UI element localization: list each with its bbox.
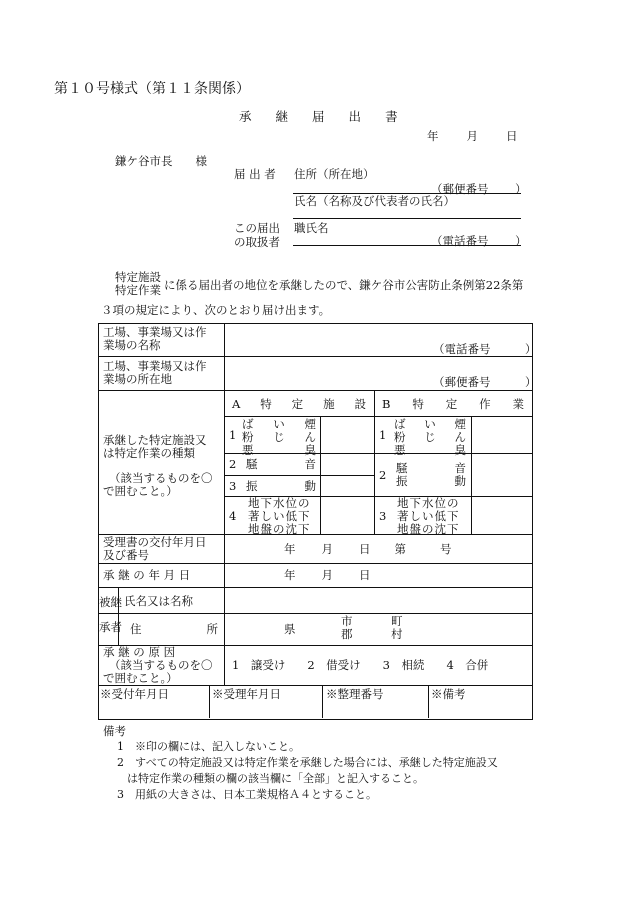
accepted-date-label: ※受理年月日 bbox=[212, 687, 281, 701]
intro-options[interactable]: 特定施設 特定作業 bbox=[115, 270, 161, 297]
succession-date-label: 承 継 の 年 月 日 bbox=[103, 568, 191, 582]
document-title: 承 継 届 出 書 bbox=[239, 109, 398, 124]
applicant-address-label[interactable]: 住所（所在地） bbox=[294, 167, 375, 181]
factory-postal[interactable]: （郵便番号 ） bbox=[433, 375, 537, 389]
form-label: 第１０号様式（第１１条関係） bbox=[54, 81, 250, 97]
predecessor-label-2: 承者 bbox=[99, 620, 122, 634]
applicant-label: 届 出 者 bbox=[234, 167, 276, 181]
applicant-name-label[interactable]: 氏名（名称及び代表者の氏名） bbox=[294, 194, 455, 208]
note-2b: は特定作業の種類の欄の該当欄に「全部」と記入すること。 bbox=[127, 772, 424, 785]
b2-number[interactable]: 2 bbox=[379, 468, 387, 482]
date-field[interactable]: 年 月 日 bbox=[427, 129, 518, 143]
a1-number[interactable]: 1 bbox=[229, 428, 237, 442]
predecessor-label-1: 被継 bbox=[99, 595, 122, 609]
handler-label-1: この届出 bbox=[234, 221, 280, 235]
succession-date-value[interactable]: 年 月 日 bbox=[284, 568, 371, 582]
handler-phone[interactable]: （電話番号 ） bbox=[431, 234, 527, 248]
received-date-label: ※受付年月日 bbox=[100, 687, 169, 701]
predecessor-name-label: 氏名又は名称 bbox=[124, 594, 193, 608]
town-village-label: 町 村 bbox=[391, 614, 403, 641]
handler-label-2: の取扱者 bbox=[234, 235, 280, 249]
receipt-value[interactable]: 年 月 日 第 号 bbox=[284, 542, 452, 556]
note-3: 3 用紙の大きさは、日本工業規格Ａ４とすること。 bbox=[117, 788, 377, 801]
a2-item[interactable]: 騒 音 bbox=[246, 457, 316, 471]
a2-number[interactable]: 2 bbox=[229, 457, 237, 471]
form-table bbox=[98, 323, 537, 719]
remarks-label: ※備考 bbox=[431, 687, 466, 701]
reference-number-label: ※整理番号 bbox=[326, 687, 384, 701]
cause-options[interactable]: 1 譲受け 2 借受け 3 相続 4 合併 bbox=[232, 658, 489, 672]
applicant-postal[interactable]: （郵便番号 ） bbox=[431, 182, 527, 196]
type-label: 承継した特定施設又 は特定作業の種類 （該当するものを〇 で囲むこと。） bbox=[103, 433, 213, 498]
factory-phone[interactable]: （電話番号 ） bbox=[433, 342, 537, 356]
a4-number[interactable]: 4 bbox=[229, 509, 237, 523]
a1-items[interactable]: ば い 煙 粉 じ ん 悪 臭 bbox=[242, 417, 316, 457]
note-2a: 2 すべての特定施設又は特定作業を承継した場合には、承継した特定施設又 bbox=[117, 756, 498, 769]
notes-heading: 備考 bbox=[103, 724, 126, 738]
city-county-label: 市 郡 bbox=[341, 614, 353, 641]
intro-line-1: に係る届出者の地位を承継したので、鎌ケ谷市公害防止条例第22条第 bbox=[164, 278, 524, 292]
note-1: 1 ※印の欄には、記入しないこと。 bbox=[117, 740, 300, 753]
cause-label: 承 継 の 原 因 （該当するものを〇 で囲むこと。） bbox=[103, 645, 213, 685]
factory-location-label: 工場、事業場又は作 業場の所在地 bbox=[103, 359, 207, 386]
a3-item[interactable]: 振 動 bbox=[246, 479, 316, 493]
b3-item[interactable]: 地下水位の 著しい低下 地盤の沈下 bbox=[397, 496, 460, 536]
b1-items[interactable]: ば い 煙 粉 じ ん 悪 臭 bbox=[394, 417, 466, 457]
handler-position-label[interactable]: 職氏名 bbox=[294, 221, 329, 235]
a3-number[interactable]: 3 bbox=[229, 479, 237, 493]
b2-items[interactable]: 騒 音 振 動 bbox=[396, 461, 466, 488]
addressee: 鎌ケ谷市長 様 bbox=[115, 154, 207, 168]
receipt-label: 受理書の交付年月日 及び番号 bbox=[103, 535, 207, 562]
b1-number[interactable]: 1 bbox=[379, 428, 387, 442]
factory-name-label: 工場、事業場又は作 業場の名称 bbox=[103, 325, 207, 352]
prefecture-label: 県 bbox=[284, 622, 296, 636]
column-a-header: A 特 定 施 設 bbox=[232, 397, 366, 411]
column-b-header: B 特 定 作 業 bbox=[382, 397, 524, 411]
notes-section bbox=[103, 723, 498, 803]
a4-item[interactable]: 地下水位の 著しい低下 地盤の沈下 bbox=[248, 496, 311, 536]
intro-line-2: ３項の規定により、次のとおり届け出ます。 bbox=[101, 303, 331, 317]
b3-number[interactable]: 3 bbox=[379, 509, 387, 523]
predecessor-address-label: 住 所 bbox=[130, 622, 218, 636]
